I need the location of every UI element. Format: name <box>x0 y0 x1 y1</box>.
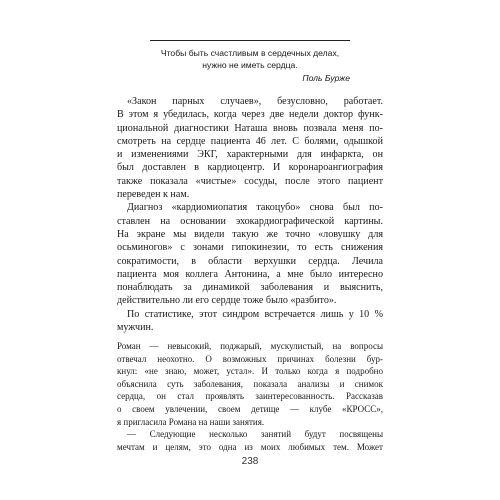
text-line: мечтам и целям, это одна из моих любимых тем. Может <box>117 441 383 452</box>
text-line: отвечал неохотно. О возможных причинах болезни бур- <box>117 353 383 364</box>
text-line: и изменениями ЭКГ, характерными для инфаркта, он <box>117 149 383 161</box>
text-line: ставлен на основании эхокардиографической картины. <box>117 215 383 227</box>
text-line: мужчин. <box>117 322 154 334</box>
text-line: По статистике, этот синдром встречается лишь у 10 % <box>127 308 383 320</box>
text-line: — Следующие несколько занятий будут посвящены <box>127 429 383 440</box>
text-line: «Закон парных случаев», безусловно, работает. <box>127 96 383 107</box>
text-line: сократимости, в области верхушки сердца. Лечила <box>117 255 383 267</box>
text-line: На экране мы видели такую же точно «ловушку для <box>117 228 383 240</box>
text-line: Диагноз «кардиомиопатия такоцубо» снова был по- <box>127 202 383 214</box>
epigraph <box>150 40 350 84</box>
text-line: был доставлен в кардиоцентр. И коронароангиография <box>117 162 383 174</box>
text-line: циональной диагностики Наташа вновь позвала меня по- <box>117 122 383 134</box>
text-line: действительно ли его сердце тоже было «разбито». <box>117 295 337 307</box>
story-text <box>117 340 383 453</box>
text-line: Роман — невысокий, поджарый, мускулистый, на вопросы <box>117 341 383 351</box>
text-line: сердца, он стал проявлять заинтересованность. Рассказав <box>117 391 383 402</box>
text-line: также показала «чистые» сосуды, после этого пациент <box>117 175 383 187</box>
text-line: смотреть на сердце пациента 46 лет. С болями, одышкой <box>117 135 383 147</box>
text-line: переведен к нам. <box>117 189 190 201</box>
text-line: объяснила суть заболевания, показала анализы и снимок <box>117 378 383 389</box>
text-line: о своем увлечении, своем детище — клубе «КРОСС», <box>117 403 383 414</box>
epigraph-line: нужно не иметь сердца. <box>202 60 298 70</box>
main-text <box>117 95 383 334</box>
text-line: кнул: «не знаю, может, устал». И только когда я подробно <box>117 366 383 377</box>
epigraph-author: Поль Бурже <box>302 73 350 83</box>
text-line: понаблюдать за динамикой заболевания и выяснить, <box>117 282 383 294</box>
text-line: я пригласила Романа на наши занятия. <box>117 416 265 427</box>
text-line: В этом я убедилась, когда через две недели доктор функ- <box>117 109 383 121</box>
page-number: 238 <box>241 456 259 467</box>
epigraph-line: Чтобы быть счастливым в сердечных делах, <box>160 48 340 58</box>
text-line: пациента моя коллега Антонина, а мне было интересно <box>117 268 383 280</box>
text-line: осьминогов» с зонами гипокинезии, то есть снижения <box>117 242 383 254</box>
